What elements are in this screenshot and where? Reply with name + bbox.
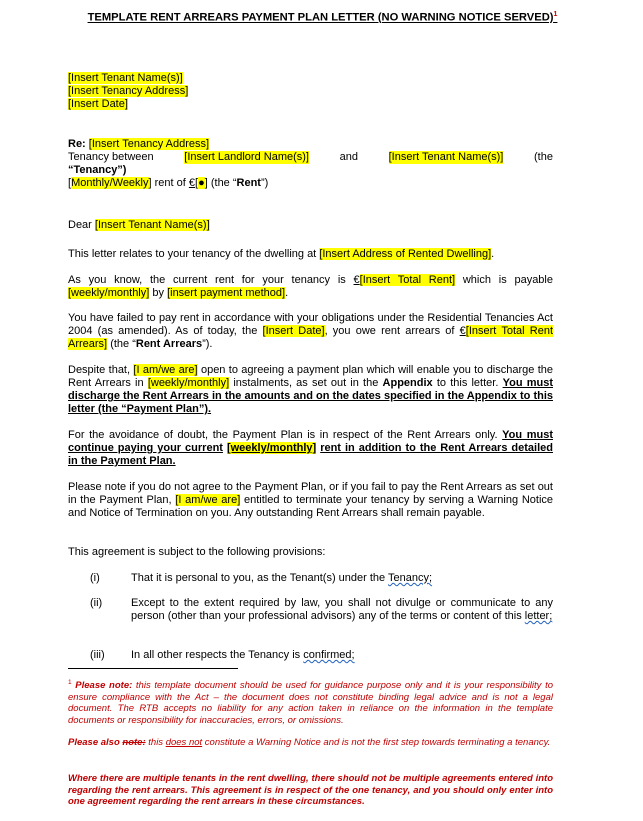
p4-text4: to this letter. — [436, 377, 499, 389]
p1-end: . — [491, 248, 495, 260]
footnote-3-text: Where there are multiple tenants in the rent dwelling, there should not be multiple agreements entered into regarding the rent arrears. This agreement is in respect of the one tenancy, and you should only enter into one agreement regarding the rent arrears in these circumstances. — [68, 773, 553, 807]
re-address: [Insert Tenancy Address] — [88, 138, 210, 150]
footnote-1-text: this template document should be used for guidance purpose only and it is your responsibility to ensure compliance with the Act – the document does not constitute binding legal advice and is not a legal document. The RTB accepts no liability for any action taken in reliance on the information in the template documents or responsibility for inaccuracies, errors, or omissions. — [68, 680, 553, 726]
re-block — [68, 138, 553, 190]
paragraph-4 — [68, 364, 553, 416]
p4-bold: You must discharge the Rent Arrears in the amounts and on the dates specified in the Appendix to this letter (the “Payment Plan”). — [68, 377, 554, 415]
paragraph-7 — [68, 546, 553, 559]
re-label: Re: — [68, 138, 86, 150]
p2-total-rent: [Insert Total Rent] — [359, 274, 456, 286]
footnote-1-bold: Please note: — [75, 680, 133, 692]
p6-text1: Please note if you do not agree to the Payment Plan, or if you fail to pay the Rent Arrears as set out in the Payment Plan, — [68, 481, 553, 506]
provision-2 — [131, 597, 553, 623]
landlord-name: [Insert Landlord Name(s)] — [184, 151, 309, 163]
the-rent-open: (the “ — [210, 177, 237, 189]
provision-3-text: In all other respects the Tenancy is — [131, 649, 301, 661]
footnote-1 — [68, 677, 553, 726]
footnote-separator — [68, 668, 238, 669]
p4-freq: [weekly/monthly] — [147, 377, 230, 389]
p1-text: This letter relates to your tenancy of the dwelling at — [68, 248, 317, 260]
rent-value-open: [ — [195, 177, 199, 189]
rent-value: ● — [198, 177, 205, 189]
p3-def: Rent Arrears — [135, 338, 203, 350]
tenancy-between: Tenancy between — [68, 151, 154, 163]
p2-end: . — [285, 287, 289, 299]
footnote-1-num: 1 — [68, 679, 72, 686]
provision-2-text: Except to the extent required by law, you shall not divulge or communicate to any person (other than your professional advisors) any of the terms or content of this — [131, 597, 553, 622]
provision-1 — [131, 572, 553, 585]
p5-text1: For the avoidance of doubt, the Payment Plan is in respect of the Rent Arrears only. — [68, 429, 498, 441]
footnote-2-text2: constitute a Warning Notice and is not the first step towards terminating a tenancy. — [204, 737, 551, 748]
paragraph-6 — [68, 481, 553, 520]
provision-3-last: confirmed; — [303, 649, 355, 661]
paragraph-5 — [68, 429, 553, 468]
p3-text4: ”). — [202, 338, 213, 350]
p2-euro: € — [353, 274, 360, 286]
paragraph-2 — [68, 274, 553, 300]
provision-1-num: (i) — [90, 572, 100, 584]
p3-text1: You have failed to pay rent in accordance with your obligations under the Residential Tenancies Act 2004 (as amended). As of today, the — [68, 312, 553, 337]
tenant-name: [Insert Tenant Name(s)] — [388, 151, 504, 163]
title-footnote-ref[interactable]: 1 — [553, 11, 558, 18]
provision-1-text: That it is personal to you, as the Tenant(s) under the — [131, 572, 386, 584]
p4-iam: [I am/we are] — [133, 364, 198, 376]
p4-appendix: Appendix — [382, 377, 433, 389]
salutation-name: [Insert Tenant Name(s)] — [94, 219, 210, 231]
p2-text3: by — [152, 287, 164, 299]
footnote-2-ul: does not — [165, 737, 203, 748]
provision-2-num: (ii) — [90, 597, 103, 609]
tenancy-def: “Tenancy”) — [68, 164, 127, 176]
p7-text: This agreement is subject to the following provisions: — [68, 546, 326, 558]
p5-bold2: rent in addition to the Rent Arrears detailed in the Payment Plan. — [68, 442, 554, 467]
dear-word: Dear — [68, 219, 92, 231]
and-word: and — [339, 151, 358, 163]
title-text: TEMPLATE RENT ARREARS PAYMENT PLAN LETTER (NO WARNING NOTICE SERVED) — [87, 11, 554, 24]
date-placeholder: [Insert Date] — [68, 98, 128, 110]
page-title — [60, 8, 585, 25]
rent-def: Rent — [236, 177, 261, 189]
p1-address: [Insert Address of Rented Dwelling] — [319, 248, 492, 260]
p3-date: [Insert Date] — [262, 325, 325, 337]
the-rent-close: ”) — [260, 177, 269, 189]
p2-method: [insert payment method] — [167, 287, 286, 299]
p2-freq: [weekly/monthly] — [68, 287, 150, 299]
p3-text3: (the “ — [110, 338, 136, 350]
p3-arrears: [Insert Total Rent Arrears] — [68, 325, 553, 350]
provision-3 — [131, 649, 553, 662]
footnote-2-strike: note: — [122, 737, 146, 748]
p6-text2: entitled to terminate your tenancy by serving a Warning Notice and Notice of Termination on you. Any outstanding Rent Arrears shall remain payable. — [68, 494, 554, 519]
provision-1-last: Tenancy; — [388, 572, 433, 584]
paragraph-1 — [68, 248, 553, 261]
freq-placeholder: Monthly/Weekly — [71, 177, 149, 189]
p5-bold1: You must continue paying your current — [68, 429, 553, 454]
provision-3-num: (iii) — [90, 649, 105, 661]
rent-value-close: ] — [204, 177, 208, 189]
p6-iam: [I am/we are] — [175, 494, 241, 506]
footnote-2-bold: Please also — [68, 737, 120, 748]
provision-2-last: letter; — [524, 610, 553, 622]
p5-freq: [weekly/monthly] — [226, 442, 317, 454]
freq-open: [ — [68, 177, 72, 189]
the-open: (the — [534, 151, 553, 163]
footnote-2-text1: this — [148, 737, 164, 748]
p2-text1: As you know, the current rent for your tenancy is — [68, 274, 346, 286]
tenant-names-placeholder: [Insert Tenant Name(s)] — [68, 72, 183, 84]
footnote-3 — [68, 773, 553, 808]
p3-euro: € — [459, 325, 466, 337]
paragraph-3 — [68, 312, 553, 351]
footnote-2 — [68, 737, 553, 749]
rent-of: rent of — [154, 177, 186, 189]
address-block — [68, 72, 553, 111]
p2-text2: which is payable — [462, 274, 553, 286]
euro-sign: € — [188, 177, 195, 189]
freq-close: ] — [148, 177, 152, 189]
salutation — [68, 219, 553, 232]
tenancy-address-placeholder: [Insert Tenancy Address] — [68, 85, 189, 97]
p4-text1: Despite that, — [68, 364, 131, 376]
p4-text3: instalments, as set out in the — [233, 377, 379, 389]
p4-text2: open to agreeing a payment plan which will enable you to discharge the Rent Arrears in — [68, 364, 554, 389]
p3-text2: , you owe rent arrears of — [324, 325, 455, 337]
